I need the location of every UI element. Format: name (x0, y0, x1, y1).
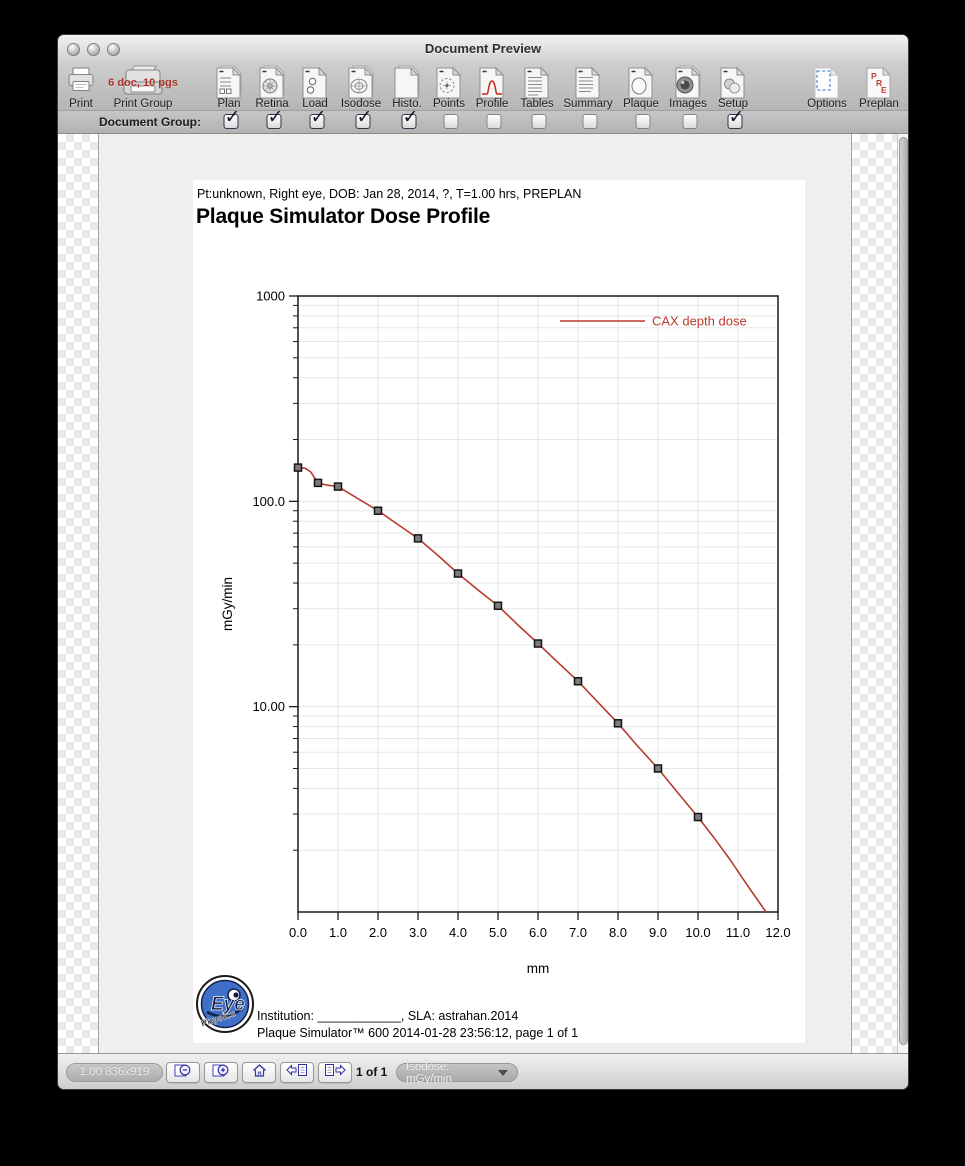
document-group-checkbox-summary[interactable] (583, 114, 598, 129)
toolbar-button-images[interactable]: Images (653, 64, 723, 110)
document-group-checkbox-profile[interactable] (487, 114, 502, 129)
svg-text:12.0: 12.0 (765, 925, 791, 940)
zoom-in-icon (212, 1063, 230, 1083)
svg-text:6.0: 6.0 (528, 925, 548, 940)
toolbar-button-summary[interactable]: Summary (553, 64, 623, 110)
svg-text:CAX depth dose: CAX depth dose (652, 313, 747, 329)
isodose-units-dropdown[interactable] (396, 1060, 518, 1085)
svg-text:2.0: 2.0 (368, 925, 388, 940)
patient-header: Pt:unknown, Right eye, DOB: Jan 28, 2014, ?, T=1.00 hrs, PREPLAN (197, 187, 582, 201)
title-bar[interactable] (58, 35, 908, 64)
zoom-out-button[interactable] (166, 1062, 200, 1083)
checkmark-icon: ✓ (310, 107, 327, 128)
zoom-info-badge: 1.00 836x919 (66, 1063, 163, 1082)
page-indicator: 1 of 1 (356, 1065, 388, 1079)
svg-text:9.0: 9.0 (648, 925, 668, 940)
svg-text:7.0: 7.0 (568, 925, 588, 940)
document-group-bar (58, 107, 908, 134)
toolbar-button-plan[interactable]: Plan (194, 64, 264, 110)
x-axis-label: mm (526, 961, 550, 976)
toolbar-button-tables[interactable]: Tables (502, 64, 572, 110)
svg-text:E: E (881, 85, 887, 95)
document-group-checkbox-tables[interactable] (532, 114, 547, 129)
svg-text:3.0: 3.0 (408, 925, 428, 940)
zoom-out-icon (174, 1063, 192, 1083)
options-button[interactable]: Options (792, 64, 862, 110)
dose-curve (298, 468, 766, 912)
document-group-checkbox-plaque[interactable] (636, 114, 651, 129)
checkmark-icon: ✓ (224, 107, 241, 128)
toolbar-button-plaque[interactable]: Plaque (606, 64, 676, 110)
document-page (193, 180, 805, 1043)
page-back-icon (286, 1063, 308, 1082)
isodose-units-value: Isodose: mGy/min (406, 1060, 452, 1085)
toolbar-button-retina[interactable]: Retina (237, 64, 307, 110)
eye-physics-logo (195, 974, 257, 1036)
svg-text:4.0: 4.0 (448, 925, 468, 940)
version-page-line: Plaque Simulator™ 600 2014-01-28 23:56:12, page 1 of 1 (257, 1026, 579, 1040)
toolbar-button-isodose[interactable]: Isodose (326, 64, 396, 110)
navigation-buttons (166, 1062, 352, 1083)
toolbar-button-setup[interactable]: Setup (698, 64, 768, 110)
status-bar (58, 1053, 908, 1089)
scrollbar-thumb[interactable] (899, 137, 908, 1045)
svg-text:10.0: 10.0 (685, 925, 711, 940)
page-title: Plaque Simulator Dose Profile (196, 205, 491, 228)
zoom-in-button[interactable] (204, 1062, 238, 1083)
chart-grid (298, 296, 778, 912)
vertical-scrollbar[interactable] (897, 134, 908, 1053)
checkmark-icon: ✓ (356, 107, 373, 128)
setup-doc-icon (698, 64, 768, 98)
document-group-checkbox-images[interactable] (683, 114, 698, 129)
svg-text:100.0: 100.0 (252, 493, 285, 509)
svg-text:1000: 1000 (256, 288, 285, 304)
logo-text-eye: Eye (211, 994, 245, 1015)
svg-text:R: R (876, 78, 883, 88)
previous-page-button[interactable] (280, 1062, 314, 1083)
svg-text:P: P (871, 71, 877, 81)
toolbar-button-points[interactable]: Points (414, 64, 484, 110)
svg-text:1.0: 1.0 (328, 925, 348, 940)
svg-text:8.0: 8.0 (608, 925, 628, 940)
logo-text-physics: Physics (199, 1008, 238, 1030)
transparency-margin-left (58, 134, 99, 1053)
institution-line: Institution: ____________, SLA: astrahan.2014 (257, 1009, 519, 1023)
y-axis (252, 289, 298, 851)
svg-text:5.0: 5.0 (488, 925, 508, 940)
next-page-button[interactable] (318, 1062, 352, 1083)
checkmark-icon: ✓ (402, 107, 419, 128)
toolbar-button-histo[interactable]: Histo. (372, 64, 442, 110)
dropdown-arrow-icon (498, 1070, 508, 1076)
home-button[interactable] (242, 1062, 276, 1083)
preplan-button[interactable]: P R E Preplan (844, 64, 908, 110)
svg-text:10.00: 10.00 (252, 699, 285, 715)
page-forward-icon (324, 1063, 346, 1082)
x-axis (289, 912, 791, 940)
document-group-checkbox-retina[interactable] (267, 107, 284, 129)
document-group-checkbox-points[interactable] (444, 114, 459, 129)
document-area (58, 134, 908, 1053)
document-group-checkbox-load[interactable] (310, 107, 327, 129)
toolbar-button-load[interactable]: Load (280, 64, 350, 110)
svg-text:0.0: 0.0 (288, 925, 308, 940)
print-group-button[interactable]: 6 doc, 10 pgs Print Group (108, 64, 178, 110)
document-group-label: Document Group: (99, 115, 201, 129)
y-axis-label: mGy/min (220, 577, 235, 631)
print-group-count: 6 doc, 10 pgs (108, 77, 178, 89)
checkmark-icon: ✓ (728, 107, 745, 128)
document-group-checkbox-setup[interactable] (728, 107, 745, 129)
window-title: Document Preview (424, 41, 542, 56)
transparency-margin-right (851, 134, 897, 1053)
print-button[interactable]: Print (58, 64, 116, 110)
dose-profile-chart (193, 180, 805, 1043)
home-icon (252, 1063, 267, 1083)
document-group-checkbox-histo[interactable] (402, 107, 419, 129)
toolbar (58, 63, 908, 110)
document-group-checkbox-isodose[interactable] (356, 107, 373, 129)
checkmark-icon: ✓ (267, 107, 284, 128)
document-preview-window (58, 35, 908, 1089)
toolbar-button-profile[interactable]: Profile (457, 64, 527, 110)
document-group-checkbox-plan[interactable] (224, 107, 241, 129)
svg-text:11.0: 11.0 (725, 925, 751, 940)
preplan-doc-icon (844, 64, 908, 98)
